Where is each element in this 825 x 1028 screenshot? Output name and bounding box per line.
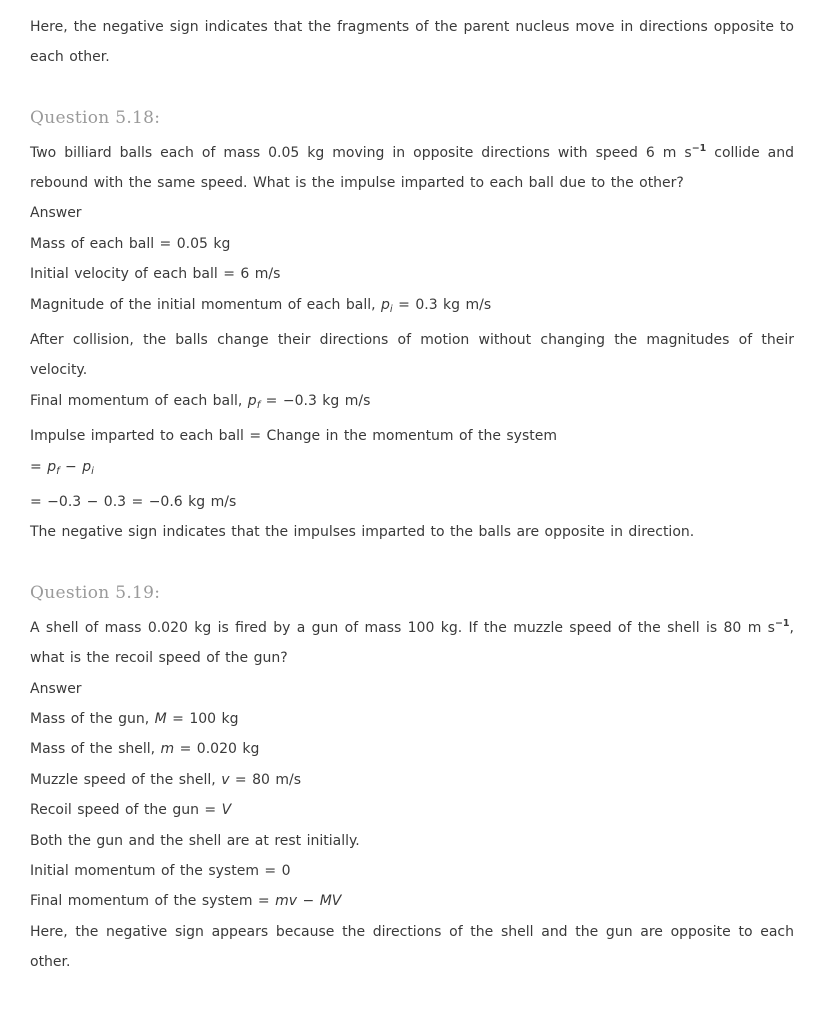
question-heading <box>30 103 794 133</box>
text-run: Question 5.19: <box>30 583 161 604</box>
text-run: Here, the negative sign indicates that the fragments of the parent nucleus move in directions opposite to each other. <box>30 19 794 66</box>
paragraph <box>30 734 794 764</box>
text-run: p <box>82 458 92 475</box>
text-run: collide and rebound with the same speed. What is the impulse imparted to each ball due to the other? <box>30 144 794 192</box>
question-heading <box>30 578 794 608</box>
paragraph <box>30 452 794 487</box>
text-run: Final momentum of the system = <box>30 893 276 910</box>
text-run: Magnitude of the initial momentum of each ball, <box>30 296 382 313</box>
text-run: Mass of the shell, <box>30 741 161 758</box>
paragraph <box>30 134 794 199</box>
text-run: Question 5.18: <box>30 108 161 129</box>
text-run: f <box>56 465 60 477</box>
text-run: = <box>30 458 48 475</box>
text-run: Answer <box>30 205 82 222</box>
paragraph <box>30 12 794 73</box>
text-run: v <box>221 771 230 788</box>
paragraph <box>30 765 794 795</box>
text-run: i <box>389 303 393 315</box>
paragraph <box>30 795 794 825</box>
text-run: p <box>47 458 57 475</box>
text-run: Both the gun and the shell are at rest initially. <box>30 832 360 849</box>
paragraph <box>30 229 794 259</box>
text-run: Two billiard balls each of mass 0.05 kg moving in opposite directions with speed 6 m s <box>30 144 692 161</box>
text-run: M <box>154 710 167 727</box>
paragraph <box>30 290 794 325</box>
text-run: −1 <box>774 617 790 629</box>
text-run: − <box>59 458 83 475</box>
paragraph <box>30 421 794 451</box>
text-run: MV <box>319 893 342 910</box>
text-run: The negative sign indicates that the impulses imparted to the balls are opposite in direction. <box>30 524 695 541</box>
text-run: Answer <box>30 680 82 697</box>
text-run: i <box>91 465 94 477</box>
text-run: Mass of each ball = 0.05 kg <box>30 235 231 252</box>
paragraph-spacer <box>30 548 794 578</box>
text-run: A shell of mass 0.020 kg is fired by a gun of mass 100 kg. If the muzzle speed of the shell is 80 m s <box>30 619 775 636</box>
text-run: = −0.3 kg m/s <box>260 392 371 409</box>
text-run: = 100 kg <box>166 710 239 727</box>
text-run: Recoil speed of the gun = <box>30 802 222 819</box>
paragraph <box>30 704 794 734</box>
text-run: Impulse imparted to each ball = Change in the momentum of the system <box>30 428 558 445</box>
text-run: − <box>297 893 320 910</box>
text-run: p <box>247 392 257 409</box>
text-run: Here, the negative sign appears because the directions of the shell and the gun are opposite to each other. <box>30 923 794 971</box>
paragraph <box>30 856 794 886</box>
text-run: After collision, the balls change their directions of motion without changing the magnitudes of their velocity. <box>30 332 794 379</box>
text-run: mv <box>275 893 298 910</box>
text-run: Initial velocity of each ball = 6 m/s <box>30 266 281 283</box>
text-run: , what is the recoil speed of the gun? <box>30 619 794 667</box>
paragraph <box>30 198 794 228</box>
paragraph-spacer <box>30 73 794 103</box>
text-run: −1 <box>691 142 707 154</box>
paragraph <box>30 487 794 517</box>
text-run: Initial momentum of the system = 0 <box>30 862 291 879</box>
text-run: p <box>381 296 390 313</box>
text-run: V <box>221 802 232 819</box>
paragraph <box>30 609 794 674</box>
paragraph <box>30 886 794 916</box>
text-run: f <box>256 399 261 411</box>
text-run: Muzzle speed of the shell, <box>30 771 222 788</box>
text-run: Mass of the gun, <box>30 710 155 727</box>
text-run: Final momentum of each ball, <box>30 392 248 409</box>
text-run: m <box>160 741 175 758</box>
paragraph <box>30 325 794 386</box>
paragraph <box>30 917 794 978</box>
text-run: = 0.020 kg <box>174 741 260 758</box>
paragraph <box>30 259 794 289</box>
paragraph <box>30 386 794 421</box>
paragraph <box>30 517 794 547</box>
text-run: = −0.3 − 0.3 = −0.6 kg m/s <box>30 494 237 511</box>
paragraph <box>30 826 794 856</box>
text-run: = 80 m/s <box>229 771 302 788</box>
paragraph <box>30 674 794 704</box>
text-run: = 0.3 kg m/s <box>392 296 492 313</box>
